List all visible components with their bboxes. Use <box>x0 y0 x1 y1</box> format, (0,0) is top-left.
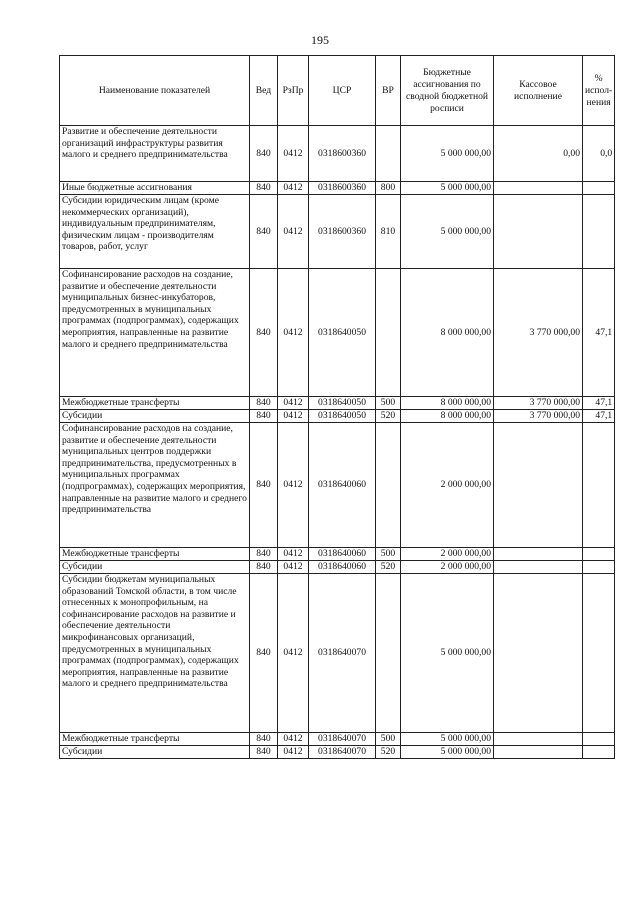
row-name: Субсидии <box>60 746 250 759</box>
row-percent <box>583 574 615 733</box>
row-name: Софинансирование расходов на создание, развитие и обеспечение деятельности муниципальных бизнес-инкубаторов, предусмотренных в муниципальных программах (подпрограммах), содержащих мероприятия, направленные на развитие малого и среднего предпринимательства <box>60 269 250 397</box>
row-name: Межбюджетные трансферты <box>60 548 250 561</box>
row-rzpr: 0412 <box>278 574 309 733</box>
row-cash <box>494 733 583 746</box>
row-cash <box>494 182 583 195</box>
header-budget: Бюджетные ассигнования по сводной бюджетной росписи <box>401 56 494 126</box>
row-percent: 47,1 <box>583 410 615 423</box>
row-budget: 5 000 000,00 <box>401 733 494 746</box>
row-ved: 840 <box>250 182 278 195</box>
row-cash <box>494 746 583 759</box>
row-name: Развитие и обеспечение деятельности организаций инфраструктуры развития малого и среднего предпринимательства <box>60 126 250 182</box>
row-vr <box>376 574 401 733</box>
row-ved: 840 <box>250 423 278 548</box>
row-vr: 810 <box>376 195 401 269</box>
row-budget: 8 000 000,00 <box>401 269 494 397</box>
table-row <box>60 397 615 410</box>
row-csr: 0318640050 <box>309 397 376 410</box>
row-ved: 840 <box>250 126 278 182</box>
row-budget: 8 000 000,00 <box>401 410 494 423</box>
row-vr <box>376 126 401 182</box>
row-percent <box>583 733 615 746</box>
row-csr: 0318640070 <box>309 733 376 746</box>
row-rzpr: 0412 <box>278 423 309 548</box>
row-ved: 840 <box>250 195 278 269</box>
row-budget: 2 000 000,00 <box>401 548 494 561</box>
row-csr: 0318600360 <box>309 126 376 182</box>
table-row <box>60 423 615 548</box>
row-rzpr: 0412 <box>278 548 309 561</box>
row-cash: 0,00 <box>494 126 583 182</box>
row-ved: 840 <box>250 733 278 746</box>
row-name: Софинансирование расходов на создание, развитие и обеспечение деятельности муниципальных центров поддержки предпринимательства, предусмотренных в муниципальных программах (подпрограммах), содержащих мероприятия, направленные на развитие малого и среднего предпринимательства <box>60 423 250 548</box>
header-percent: % испол- нения <box>583 56 615 126</box>
row-vr <box>376 423 401 548</box>
row-vr: 520 <box>376 410 401 423</box>
table-row <box>60 126 615 182</box>
row-rzpr: 0412 <box>278 410 309 423</box>
row-ved: 840 <box>250 410 278 423</box>
table-row <box>60 410 615 423</box>
row-csr: 0318640070 <box>309 574 376 733</box>
row-cash: 3 770 000,00 <box>494 410 583 423</box>
row-percent <box>583 423 615 548</box>
table-row <box>60 746 615 759</box>
header-row <box>60 56 615 126</box>
row-rzpr: 0412 <box>278 269 309 397</box>
header-ved: Вед <box>250 56 278 126</box>
row-cash: 3 770 000,00 <box>494 397 583 410</box>
row-ved: 840 <box>250 548 278 561</box>
row-vr: 500 <box>376 733 401 746</box>
table-row <box>60 548 615 561</box>
row-csr: 0318640060 <box>309 561 376 574</box>
row-csr: 0318600360 <box>309 195 376 269</box>
table-row <box>60 574 615 733</box>
row-ved: 840 <box>250 746 278 759</box>
header-rzpr: РзПр <box>278 56 309 126</box>
row-percent <box>583 548 615 561</box>
row-percent: 47,1 <box>583 397 615 410</box>
row-budget: 5 000 000,00 <box>401 126 494 182</box>
table-row <box>60 195 615 269</box>
budget-table <box>59 55 615 759</box>
row-cash <box>494 548 583 561</box>
row-ved: 840 <box>250 574 278 733</box>
row-vr: 520 <box>376 561 401 574</box>
row-vr: 520 <box>376 746 401 759</box>
table-row <box>60 733 615 746</box>
row-rzpr: 0412 <box>278 733 309 746</box>
row-csr: 0318640060 <box>309 548 376 561</box>
row-rzpr: 0412 <box>278 561 309 574</box>
row-csr: 0318640050 <box>309 410 376 423</box>
row-percent <box>583 746 615 759</box>
row-percent: 0,0 <box>583 126 615 182</box>
table-row <box>60 561 615 574</box>
row-csr: 0318640050 <box>309 269 376 397</box>
row-percent <box>583 561 615 574</box>
header-csr: ЦСР <box>309 56 376 126</box>
row-budget: 5 000 000,00 <box>401 195 494 269</box>
row-name: Субсидии бюджетам муниципальных образований Томской области, в том числе отнесенных к монопрофильным, на софинансирование расходов на развитие и обеспечение деятельности микрофинансовых организаций, предусмотренных в муниципальных программах (подпрограммах), содержащих мероприятия, направленные на развитие малого и среднего предпринимательства <box>60 574 250 733</box>
row-name: Межбюджетные трансферты <box>60 733 250 746</box>
header-cash: Кассовое исполнение <box>494 56 583 126</box>
table-row <box>60 269 615 397</box>
row-cash <box>494 574 583 733</box>
row-budget: 2 000 000,00 <box>401 561 494 574</box>
header-name: Наименование показателей <box>60 56 250 126</box>
row-budget: 5 000 000,00 <box>401 182 494 195</box>
row-name: Субсидии <box>60 561 250 574</box>
row-ved: 840 <box>250 397 278 410</box>
row-ved: 840 <box>250 561 278 574</box>
row-name: Субсидии <box>60 410 250 423</box>
row-name: Субсидии юридическим лицам (кроме некоммерческих организаций), индивидуальным предпринимателям, физическим лицам - производителям товаров, работ, услуг <box>60 195 250 269</box>
page-number: 195 <box>311 33 329 47</box>
row-budget: 5 000 000,00 <box>401 574 494 733</box>
row-name: Иные бюджетные ассигнования <box>60 182 250 195</box>
row-rzpr: 0412 <box>278 182 309 195</box>
row-vr <box>376 269 401 397</box>
row-rzpr: 0412 <box>278 746 309 759</box>
table-row <box>60 182 615 195</box>
row-rzpr: 0412 <box>278 397 309 410</box>
row-budget: 5 000 000,00 <box>401 746 494 759</box>
row-percent <box>583 195 615 269</box>
row-vr: 500 <box>376 548 401 561</box>
row-budget: 2 000 000,00 <box>401 423 494 548</box>
row-vr: 500 <box>376 397 401 410</box>
row-ved: 840 <box>250 269 278 397</box>
row-rzpr: 0412 <box>278 195 309 269</box>
row-name: Межбюджетные трансферты <box>60 397 250 410</box>
row-cash: 3 770 000,00 <box>494 269 583 397</box>
row-csr: 0318600360 <box>309 182 376 195</box>
row-cash <box>494 195 583 269</box>
header-vr: ВР <box>376 56 401 126</box>
row-vr: 800 <box>376 182 401 195</box>
row-budget: 8 000 000,00 <box>401 397 494 410</box>
row-percent: 47,1 <box>583 269 615 397</box>
row-rzpr: 0412 <box>278 126 309 182</box>
row-cash <box>494 561 583 574</box>
row-csr: 0318640070 <box>309 746 376 759</box>
row-cash <box>494 423 583 548</box>
row-percent <box>583 182 615 195</box>
row-csr: 0318640060 <box>309 423 376 548</box>
